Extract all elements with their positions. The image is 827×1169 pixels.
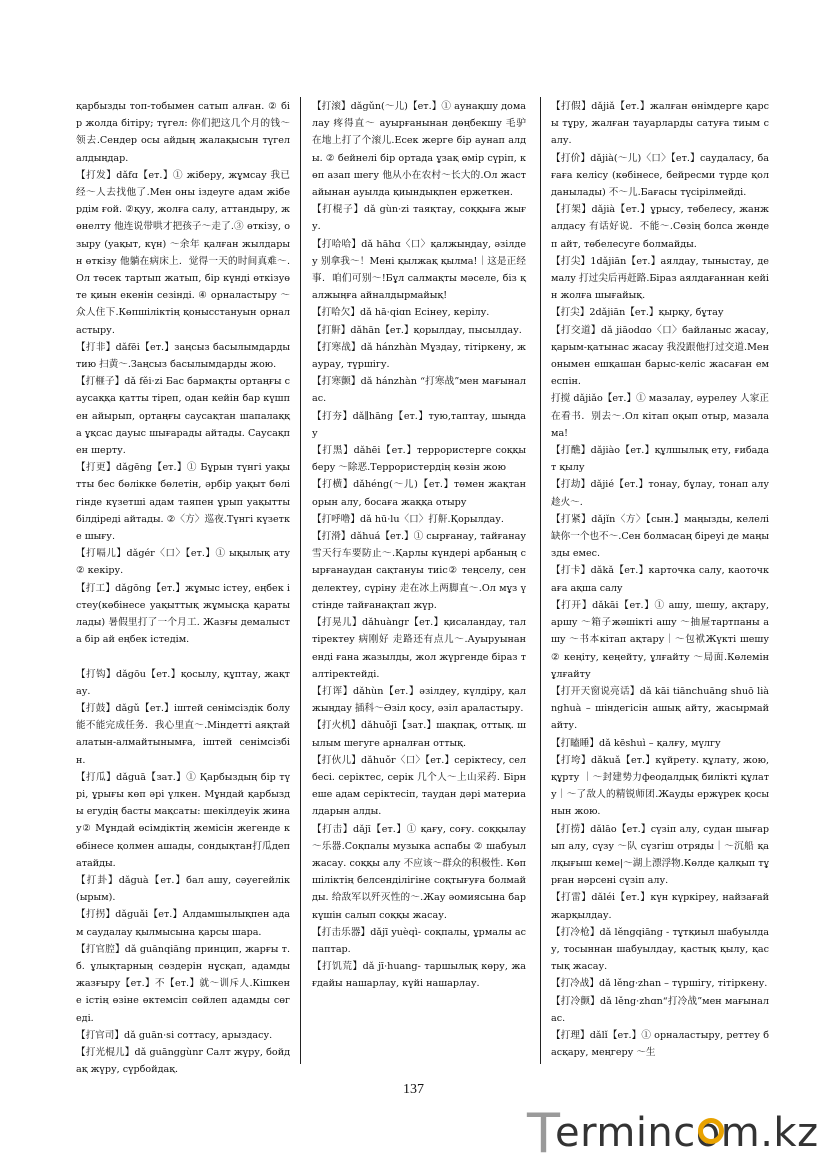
dictionary-entry: 【打开天窗说亮话】dǎ kāi tiānchuāng shuō liànghuà – шіндегісін ашық айту, жасырмай айту. — [551, 685, 769, 732]
termincom-logo[interactable] — [527, 1100, 827, 1169]
dictionary-entry: 【打更】dǎgēng【ет.】① Бұрын түнгі уақытты бес бөлікке бөлетін, әрбір уақыт бөлігінде күзетші адам таяпен ұрып уақытты білдіреді айтады. ②〈方〉巡夜.Түнгі күзетке шығу. — [76, 462, 290, 543]
dictionary-entry: 【打鼓】dǎgǔ【ет.】іштей сенімсіздік болу 能不能完成任务．我心里直～.Міндетті аяқтай алатын-алмайтынымға, іштей сенімсізбін. — [76, 702, 290, 766]
dictionary-column-3 — [551, 98, 769, 1058]
dictionary-entry: 【打火机】dǎhuǒjī【зат.】шақпақ, оттық. шылым шегуге арналған оттық. — [312, 720, 526, 749]
dictionary-column-1 — [76, 98, 290, 1076]
dictionary-entry: 【打瓜】dǎguā【зат.】① Қарбыздың бір түрі, ұрығы көп әрі үлкен. Мұндай қарбызды егудің басты мақсаты: шекілдеуік жинау② Мұндай өсімдіктің жемісін жегенде көбінесе қолмен ашады, сондықтан打瓜деп атайды. — [76, 771, 290, 869]
dictionary-entry: 【打饥荒】dǎ jī·huang- таршылық көру, жағдайы нашарлау, күйі нашарлау. — [312, 961, 526, 990]
dictionary-entry: 【打夯】dǎ∥hāng【ет.】тую,таптау, шыңдау — [312, 410, 526, 439]
dictionary-entry: 【打劫】dǎjié【ет.】тонау, бұлау, тонап алу 趁火～. — [551, 479, 769, 508]
dictionary-entry: 【打工】dǎgōng【ет.】жұмыс істеу, еңбек істеу(көбінесе уақыттық жұмысқа қаратылады) 暑假里打了一个月工. Жазғы демалыста бір ай еңбек істедім. — [76, 582, 290, 646]
dictionary-entry: қарбызды топ-тобымен сатып алған. ② бір жолда бітіру; түгел: 你们把这几个月的钱～领去.Сендер осы айдың жалақысын түгелалдыңдар. — [76, 101, 290, 164]
dictionary-entry: 打搅 dǎjiǎo【ет.】① мазалау, әурелеу 人家正在看书．别去～.Ол кітап оқып отыр, мазалама! — [551, 393, 769, 439]
dictionary-entry: 【打嗝儿】dǎgér〈口〉【ет.】① ықылық ату ② кекіру. — [76, 548, 290, 577]
dictionary-entry: 【打理】dǎlǐ【ет.】① орналастыру, реттеу басқару, меңгеру ～生 — [551, 1029, 769, 1059]
dictionary-entry: 【打棍子】dǎ gùn·zi таяқтау, соққыға жығу. — [312, 204, 526, 233]
dictionary-entry: 【打捞】dǎlāo【ет.】сүзіп алу, судан шығарып алу, сүзу ～队 сүзгіш отряды｜～沉船 қалқығыш кеме|～湖上漂浮物.Көлде қалқып тұрған нәрсені сүзіп алу. — [551, 823, 770, 887]
dictionary-entry: 【打假】dǎjiǎ【ет.】жалған өнімдерге қарсы тұру, жалған тауарларды сатуға тиым салу. — [551, 101, 769, 147]
dictionary-entry: 【打光棍儿】dǎ guānggùnr Салт жүру, бойдақ жүру, сүрбойдақ. — [76, 1046, 290, 1076]
dictionary-entry: 【打雷】dǎléi【ет.】күн күркіреу, найзағай жарқылдау. — [551, 892, 769, 921]
column-divider — [540, 97, 541, 1064]
dictionary-entry: 【打交道】dǎ jiāodɑo〈口〉байланыс жасау, қарым-қатынас жасау 我没跟他打过交道.Мен онымен ешқашан барыс-келіс жасаған емеспін. — [551, 324, 769, 388]
logo-wordmark: ermincom.kz — [555, 1110, 819, 1156]
dictionary-entry: 【打官司】dǎ guān·si соттасу, арыздасу. — [76, 1029, 273, 1041]
dictionary-column-2 — [312, 98, 526, 1068]
dictionary-entry: 【打官腔】dǎ guānqiāng принцип, жарғы т.б. ұлықтарның сөздерін нұсқап, адамды жазғыру【ет.】不【ет.】就～训斥人.Кішкене істің өзіне өктемсіп сөйлеп адамды сөгеді. — [76, 943, 290, 1024]
dictionary-entry: 【打开】dǎkāi【ет.】① ашу, шешу, ақтару, аршу ～箱子жәшікті ашу ～抽屉тартпаны ашу ～书本кітап ақтару｜～包袱Жүкті шешу② кеңіту, кеңейту, ұлғайту ～局面.Көлемін ұлғайту — [551, 599, 769, 680]
dictionary-entry: 【打横】dǎhéng(～儿)【ет.】төмен жақтан орын алу, босаға жаққа отыру — [312, 479, 526, 508]
dictionary-entry: 【打尖】1dǎjiān【ет.】аялдау, тыныстау, демалу 打过尖后再赶路.Біраз аялдағаннан кейін жолға шығайық. — [551, 255, 769, 302]
dictionary-entry: 【打寒颤】dǎ hánzhàn “打寒战”мен мағыналас. — [312, 376, 526, 405]
dictionary-entry: 【打黑】dǎhēi【ет.】террористерге соққы беру ～除恶.Террористердің көзін жою — [312, 445, 526, 474]
logo-ring-icon — [698, 1118, 724, 1144]
dictionary-entry: 【打紧】dǎjǐn〈方〉【сын.】маңызды, келелі 缺你一个也不～.Сен болмасаң біреуі де маңызды емес. — [551, 513, 769, 560]
dictionary-entry: 【打寒战】dǎ hánzhàn Мұздау, тітіркену, жаурау, түршігу. — [312, 341, 526, 371]
logo-t-mark: T — [527, 1102, 560, 1165]
dictionary-entry: 【打击】dǎjī【ет.】① қағу, соғу. соққылау ～乐器.Соқпалы музыка аспабы ② шабуыл жасау. соққы алу 不应该～群众的积极性. Көпшіліктің белсенділігіне соқтығуға болмайды. 给敌军以歼灭性的～.Жау әомиясына бар күшін салып соққы жасау. — [312, 823, 526, 921]
dictionary-entry: 【打瞌睡】dǎ kēshuì – қалғу, мүлгу — [551, 737, 721, 749]
dictionary-entry: 【打发】dǎfɑ【ет.】① жіберу, жұмсау 我已经～人去找他了.Мен оны іздеуге адам жібердім ғой. ②қуу, жолға салу, аттандыру, жөнелту 他连说带哄才把孩子～走了.③ өткізу, озыру (уақыт, күн) ～余年 қалған жылдарын өткізу 他躺在病床上．觉得一天的时间真难～.Ол төсек тартып жатып, бір күнді өткізуөте қиын екенін сезінді. ④ орналастыру ～众人住下.Көпшіліктің қонысстануын орналастыру. — [76, 169, 290, 336]
dictionary-entry: 【打击乐器】dǎjī yuèqì- соқпалы, ұрмалы аспаптар. — [312, 926, 526, 955]
dictionary-entry: 【打晃儿】dǎhuàngr【ет.】қисаландау, талтіректеу 病刚好 走路还有点儿～.Ауыруынан енді ғана жазылды, жол жүргенде біраз талтіректейді. — [312, 617, 526, 680]
column-divider — [300, 97, 301, 1064]
dictionary-entry: 【打钩】dǎgōu【ет.】қосылу, құптау, жақтау. — [76, 668, 290, 697]
dictionary-entry: 【打非】dǎfēi【ет.】заңсыз басылымдарды тию 扫黄～.Заңсыз басылымдарды жою. — [76, 341, 290, 371]
dictionary-entry: 【打架】dǎjià【ет.】ұрысу, төбелесу, жанжалдасу 有话好说．不能～.Сөзің болса жөндеп айт, төбелесуге болмайды. — [551, 204, 769, 250]
dictionary-entry: 【打拐】dǎguǎi【ет.】Алдамшылықпен адам саудалау қылмысына қарсы шара. — [76, 909, 290, 938]
dictionary-entry: 【打榧子】dǎ fěi·zi Бас бармақты ортаңғы саусаққа қатты тіреп, одан кейін бар күшпен айырып, ортаңғы саусақтан шапалаққа ұқсас дауыс шығарады айтады. Саусақпен шерту. — [76, 376, 290, 457]
dictionary-entry: 【打滚】dǎgǔn(～儿)【ет.】① аунақшу домалау 疼得直～ ауырғанынан дөңбекшу 毛驴在地上打了个滚儿.Есек жерге бір аунап алды. ② бейнелі бір ортада ұзақ өмір сүріп, көп азап шегу 他从小在农村～长大的.Ол жастайынан ауылда қиындықпен ержеткен. — [312, 101, 526, 199]
dictionary-entry: 【打卦】dǎguà【ет.】бал ашу, сәуегейлік (ырым). — [76, 874, 290, 904]
dictionary-entry: 【打鼾】dǎhān【ет.】қорылдау, пысылдау. — [312, 324, 522, 336]
dictionary-entry: 【打滑】dǎhuá【ет.】① сырғанау, тайғанау 雪天行车要防止～.Қарлы күндері арбаның сырғанаудан сақтануы тиіс② теңселу, сенделектеу, сүріну 走在冰上两脚直～.Ол мұз үстінде тайғанақтап жүр. — [312, 531, 526, 611]
dictionary-entry: 【打冷颤】dǎ lěng·zhɑn“打冷战”мен мағыналас. — [551, 995, 769, 1024]
dictionary-entry: 【打垮】dǎkuǎ【ет.】күйрету. құлату, жою, құрту ｜～封建势力феодалдық билікті құлату｜～了敌人的精锐师团.Жауды ержүрек қосынын жою. — [551, 754, 769, 818]
dictionary-entry: 【打诨】dǎhùn【ет.】әзілдеу, күлдіру, қалжыңдау 插科～Әзіл қосу, әзіл араластыру. — [312, 685, 526, 715]
dictionary-entry: 【打卡】dǎkǎ【ет.】карточка салу, каоточкаға ақша салу — [551, 565, 769, 594]
page-number: 137 — [403, 1082, 424, 1097]
dictionary-entry: 【打尖】2dǎjiān【ет.】қырқу, бұтау — [551, 307, 724, 319]
dictionary-entry: 【打呼噜】dǎ hū·lu〈口〉打鼾.Қорылдау. — [312, 513, 504, 525]
dictionary-entry: 【打冷枪】dǎ lěngqiāng - тұтқиыл шабуылдау, тосыннан шабуылдау, қастық қылу, қастық жасау. — [551, 926, 769, 973]
dictionary-entry: 【打伙儿】dǎhuǒr〈口〉【ет.】серіктесу, селбесі. серіктес, серік 几个人～上山采药. Бірнеше адам серіктесіп, таудан дәрі материалдарын алды. — [312, 754, 526, 818]
dictionary-entry: 【打哈哈】dǎ hāhɑ〈口〉қалжыңдау, әзілдеу 别拿我～！Мені қылжақ қылма!｜这是正经事．咱们可别～!Бұл салмақты мәселе, біз қалжыңға айналдырмайық! — [312, 238, 526, 302]
dictionary-entry: 【打价】dǎjià(～儿)〈口〉【ет.】саудаласу, бағаға келісу (көбінесе, бейресми түрде қолданылады) 不～儿.Бағасы түсірілмейді. — [551, 152, 769, 199]
dictionary-entry: 【打哈欠】dǎ hā·qiɑn Есінеу, керілу. — [312, 307, 490, 319]
dictionary-entry: 【打冷战】dǎ lěng·zhan – түршігу, тітіркену. — [551, 978, 768, 990]
dictionary-entry: 【打醮】dǎjiào【ет.】құлшылық ету, ғибадат қылу — [551, 445, 769, 474]
